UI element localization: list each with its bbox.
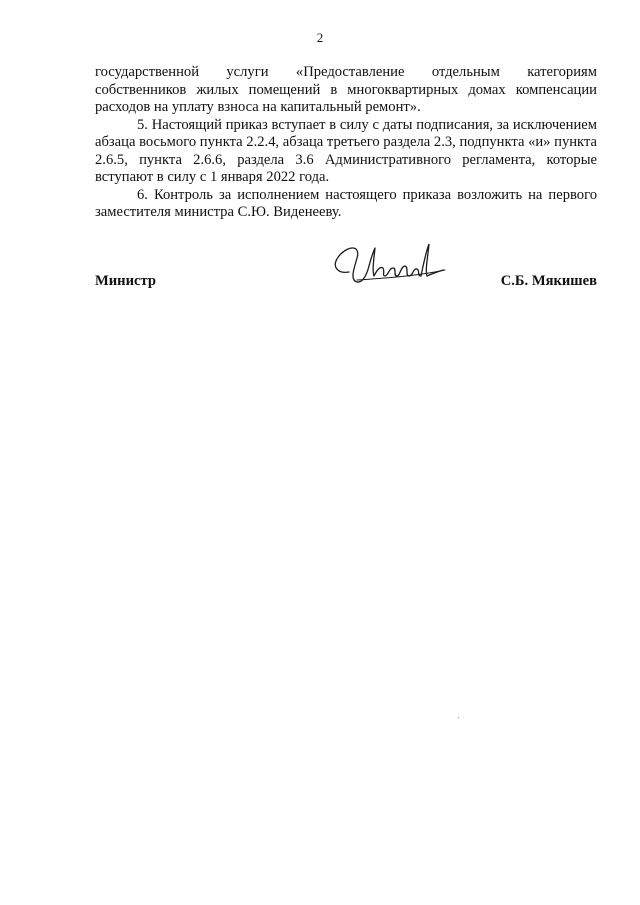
paragraph-continuation: государственной услуги «Предоставление отдельным категориям собственников жилых помещений в многоквартирных домах компенсации расходов на уплату взноса на капитальный ремонт». (95, 64, 597, 115)
document-body (95, 64, 597, 222)
scan-speck (458, 717, 459, 718)
signature-block (95, 266, 597, 306)
signatory-title: Министр (95, 273, 156, 289)
signatory-name: С.Б. Мякишев (500, 273, 597, 289)
paragraph-item-6: 6. Контроль за исполнением настоящего приказа возложить на первого заместителя министра С.Ю. Виденееву. (95, 186, 597, 220)
paragraph-item-5: 5. Настоящий приказ вступает в силу с даты подписания, за исключением абзаца восьмого пункта 2.2.4, абзаца третьего раздела 2.3, подпункта «и» пункта 2.6.5, пункта 2.6.6, раздела 3.6 Административного регламента, которые вступают в силу с 1 января 2022 года. (95, 116, 597, 185)
page-number: 2 (316, 30, 324, 45)
handwritten-signature-icon (327, 236, 447, 292)
